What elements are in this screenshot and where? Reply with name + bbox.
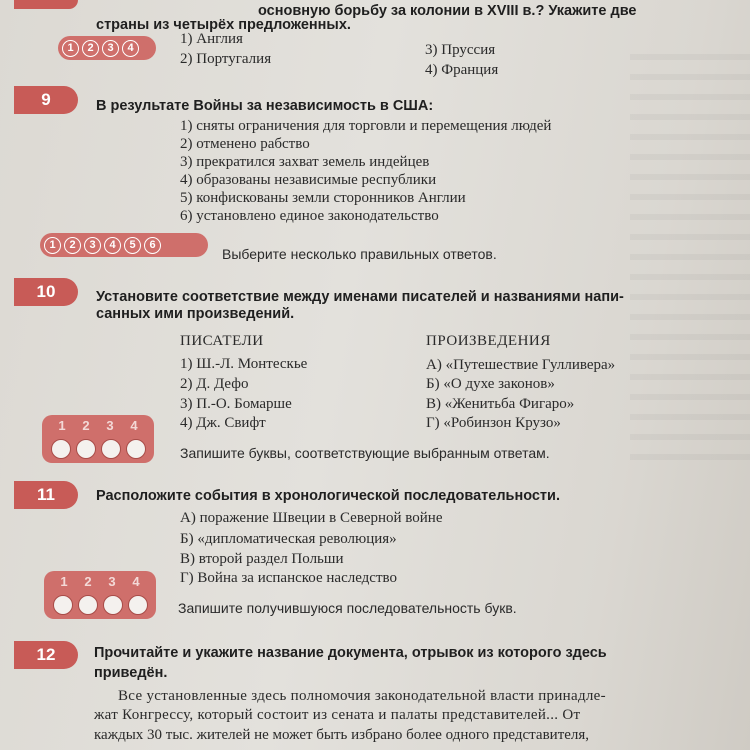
q8-answer-ovals [58, 36, 156, 60]
q9-number-badge: 9 [14, 86, 78, 114]
q11-answer-box [44, 571, 156, 619]
q9-mark-3[interactable]: 3 [84, 237, 101, 254]
q10-box-label-4: 4 [130, 418, 138, 433]
q11-option-d: Г) Война за испанское наследство [180, 570, 398, 586]
q9-option-4: 4) образованы независимые республики [180, 172, 437, 188]
q8-mark-1[interactable]: 1 [62, 40, 79, 57]
q10-work-b: Б) «О духе законов» [426, 376, 555, 392]
q10-writer-2: 2) Д. Дефо [180, 376, 249, 392]
q10-works-header: ПРОИЗВЕДЕНИЯ [426, 333, 551, 349]
q9-option-2: 2) отменено рабство [180, 136, 310, 152]
q9-question: В результате Войны за независимость в США: [96, 98, 434, 114]
q9-mark-6[interactable]: 6 [144, 237, 161, 254]
q8-option-4: 4) Франция [425, 62, 499, 78]
q12-text-line2: жат Конгрессу, который состоит из сената и палаты представителей... От [94, 707, 581, 723]
q12-question-line2: приведён. [94, 665, 168, 681]
q11-box-label-3: 3 [108, 574, 116, 589]
q11-option-a: А) поражение Швеции в Северной войне [180, 510, 443, 526]
q12-text-line1: Все установленные здесь полномочия законодательной власти принадле- [118, 688, 606, 704]
q9-hint: Выберите несколько правильных ответов. [222, 246, 497, 262]
q8-mark-2[interactable]: 2 [82, 40, 99, 57]
q11-answer-cell-3[interactable] [103, 595, 123, 615]
q8-option-2: 2) Португалия [180, 51, 272, 67]
q12-question-line1: Прочитайте и укажите название документа, отрывок из которого здесь [94, 645, 607, 661]
q11-box-label-4: 4 [132, 574, 140, 589]
q8-badge-fragment [14, 0, 78, 9]
q10-writer-4: 4) Дж. Свифт [180, 415, 266, 431]
q11-answer-cell-1[interactable] [53, 595, 73, 615]
q10-box-label-1: 1 [58, 418, 66, 433]
q11-answer-cell-2[interactable] [78, 595, 98, 615]
q10-work-d: Г) «Робинзон Крузо» [426, 415, 561, 431]
q11-option-c: В) второй раздел Польши [180, 551, 344, 567]
q9-mark-1[interactable]: 1 [44, 237, 61, 254]
q9-answer-ovals [40, 233, 208, 257]
q9-option-1: 1) сняты ограничения для торговли и перемещения людей [180, 118, 552, 134]
q11-box-label-1: 1 [60, 574, 68, 589]
q10-writer-3: 3) П.-О. Бомарше [180, 396, 292, 412]
q8-mark-3[interactable]: 3 [102, 40, 119, 57]
q11-hint: Запишите получившуюся последовательность букв. [178, 600, 517, 616]
q10-answer-cell-2[interactable] [76, 439, 96, 459]
q10-number-badge: 10 [14, 278, 78, 306]
q9-mark-4[interactable]: 4 [104, 237, 121, 254]
q10-answer-cell-3[interactable] [101, 439, 121, 459]
q10-writer-1: 1) Ш.-Л. Монтескье [180, 356, 308, 372]
q8-header-line1: основную борьбу за колонии в XVIII в.? Укажите две [258, 3, 637, 19]
q12-number-badge: 12 [14, 641, 78, 669]
q9-option-3: 3) прекратился захват земель индейцев [180, 154, 430, 170]
q10-writers-header: ПИСАТЕЛИ [180, 333, 264, 349]
bleed-through [630, 40, 750, 460]
q10-answer-cell-1[interactable] [51, 439, 71, 459]
q10-question-line1: Установите соответствие между именами писателей и названиями напи- [96, 289, 624, 305]
q10-question-line2: санных ими произведений. [96, 306, 295, 322]
q10-hint: Запишите буквы, соответствующие выбранным ответам. [180, 445, 550, 461]
q12-text-line3: каждых 30 тыс. жителей не может быть избрано более одного представителя, [94, 727, 590, 743]
q11-box-label-2: 2 [84, 574, 92, 589]
q11-answer-cell-4[interactable] [128, 595, 148, 615]
q10-work-a: А) «Путешествие Гулливера» [426, 357, 616, 373]
q8-header-line2: страны из четырёх предложенных. [96, 17, 351, 33]
q10-work-c: В) «Женитьба Фигаро» [426, 396, 575, 412]
q10-answer-cell-4[interactable] [126, 439, 146, 459]
q10-box-label-2: 2 [82, 418, 90, 433]
q11-question: Расположите события в хронологической последовательности. [96, 488, 560, 504]
q11-number-badge: 11 [14, 481, 78, 509]
q9-mark-5[interactable]: 5 [124, 237, 141, 254]
q10-answer-box [42, 415, 154, 463]
q9-option-6: 6) установлено единое законодательство [180, 208, 439, 224]
q11-option-b: Б) «дипломатическая революция» [180, 531, 397, 547]
q8-mark-4[interactable]: 4 [122, 40, 139, 57]
q10-box-label-3: 3 [106, 418, 114, 433]
q9-option-5: 5) конфискованы земли сторонников Англии [180, 190, 466, 206]
q9-mark-2[interactable]: 2 [64, 237, 81, 254]
q8-option-3: 3) Пруссия [425, 42, 496, 58]
q8-option-1: 1) Англия [180, 31, 243, 47]
